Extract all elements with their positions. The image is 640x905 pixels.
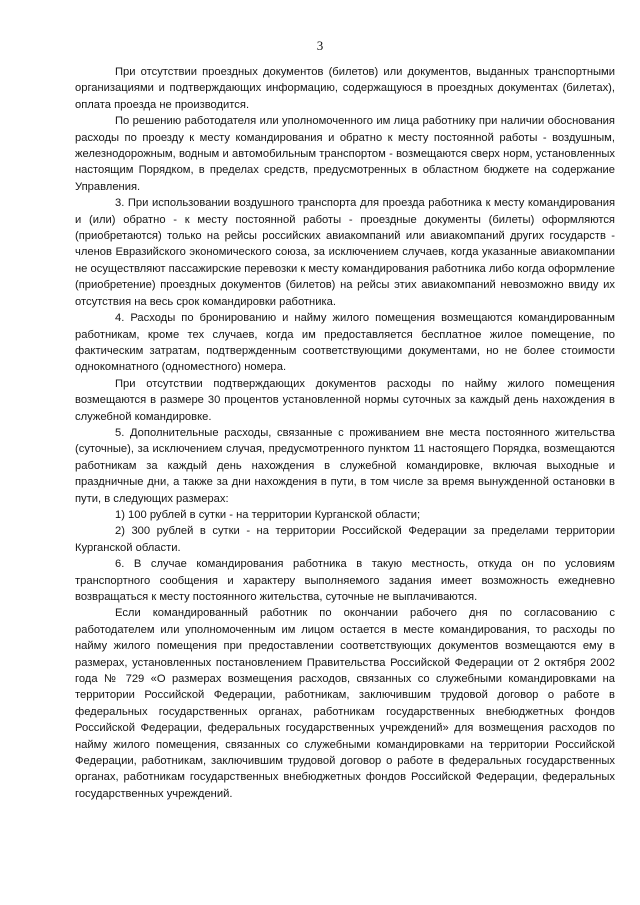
paragraph-air-transport: 3. При использовании воздушного транспорта для проезда работника к месту командирования и (или) обратно - к месту постоянной работы - проездные документы (билеты) оформляются (приобретаются) только на рейсы российских авиакомпаний или авиакомпаний других государств - членов Евразийского экономического союза, за исключением случаев, когда указанные авиакомпании не осуществляют пассажирские перевозки к месту командирования работника либо когда оформление (приобретение) проездных документов (билетов) на рейсы этих авиакомпаний невозможно ввиду их отсутствия на весь срок командировки работника. (75, 197, 615, 308)
paragraph-no-receipts: При отсутствии подтверждающих документов расходы по найму жилого помещения возмещаются в размере 30 процентов установленной нормы суточных за каждый день нахождения в служебной командировке. (75, 377, 615, 423)
paragraph-accommodation: 4. Расходы по бронированию и найму жилого помещения возмещаются командированным работникам, кроме тех случаев, когда им предоставляется бесплатное жилое помещение, по фактическим затратам, подтвержденным соответствующими документами, но не более стоимости однокомнатного (одноместного) номера. (75, 312, 615, 374)
list-item-russian-federation: 2) 300 рублей в сутки - на территории Российской Федерации за пределами территории Курганской области. (75, 525, 615, 554)
paragraph-employer-decision: По решению работодателя или уполномоченного им лица работнику при наличии обоснования расходы по проезду к месту командирования и обратно к месту постоянной работы - воздушным, железнодорожным, водным и автомобильным транспортом - возмещаются сверх норм, установленных настоящим Порядком, в пределах средств, предусмотренных в областном бюджете на содержание Управления. (75, 115, 615, 193)
paragraph-per-diem: 5. Дополнительные расходы, связанные с проживанием вне места постоянного жительства (суточные), за исключением случая, предусмотренного пунктом 11 настоящего Порядка, возмещаются работникам за каждый день нахождения в служебной командировке, включая выходные и праздничные дни, а также за дни нахождения в пути, в том числе за время вынужденной остановки в пути, в следующих размерах: (75, 426, 615, 505)
paragraph-stay-after-work: Если командированный работник по окончании рабочего дня по согласованию с работодателем или уполномоченным им лицом остается в месте командирования, то расходы по найму жилого помещения при предоставлении соответствующих документов возмещаются ему в размерах, установленных постановлением Правительства Российской Федерации от 2 октября 2002 года № 729 «О размерах возмещения расходов, связанных со служебными командировками на территории Российской Федерации, работникам, заключившим трудовой договор о работе в федеральных государственных органах, работникам государственных внебюджетных фондов Российской Федерации, федеральных государственных учреждений» для возмещения расходов по найму жилого помещения, связанных со служебными командировками на территории Российской Федерации, работникам, заключившим трудовой договор о работе в федеральных государственных органах, работникам государственных внебюджетных фондов Российской Федерации, федеральных государственных учреждений. (75, 607, 615, 800)
paragraph-daily-return: 6. В случае командирования работника в такую местность, откуда он по условиям транспортного сообщения и характеру выполняемого задания имеет возможность ежедневно возвращаться к месту постоянного жительства, суточные не выплачиваются. (75, 558, 615, 603)
paragraph-no-tickets: При отсутствии проездных документов (билетов) или документов, выданных транспортными организациями и подтверждающих информацию, содержащуюся в проездных документах (билетах), оплата проезда не производится. (75, 66, 615, 111)
page-number: 3 (316, 38, 324, 53)
document-body (75, 64, 615, 802)
list-item-kurgan-region: 1) 100 рублей в сутки - на территории Курганской области; (115, 508, 421, 521)
